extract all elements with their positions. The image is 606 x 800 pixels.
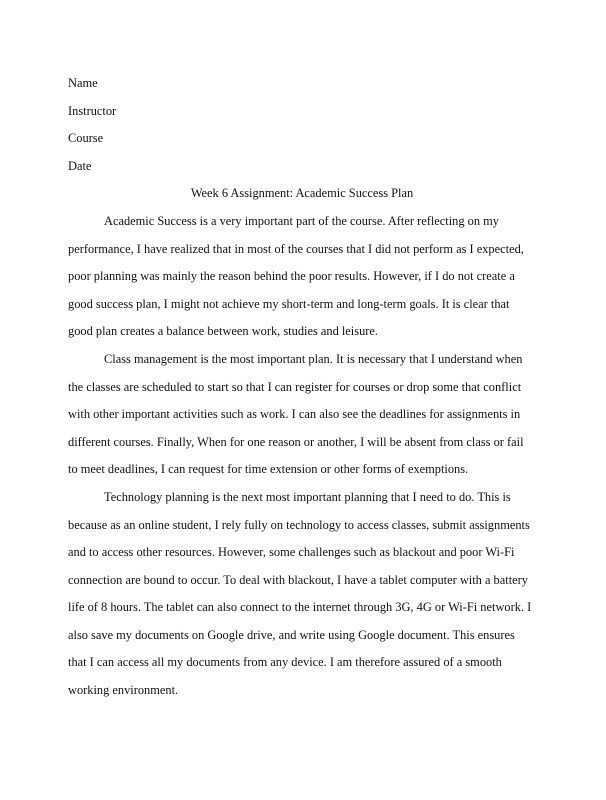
paragraph-technology-planning: Technology planning is the next most important planning that I need to do. This is because as an online student, I rely fully on technology to access classes, submit assignments and to access other resources. However, some challenges such as blackout and poor Wi-Fi connection are bound to occur. To deal with blackout, I have a tablet computer with a battery life of 8 hours. The tablet can also connect to the internet through 3G, 4G or Wi-Fi network. I also save my documents on Google drive, and write using Google document. This ensures that I can access all my documents from any device. I am therefore assured of a smooth working environment. (68, 489, 532, 698)
course-line: Course (68, 131, 104, 146)
paragraph-academic-success: Academic Success is a very important part of the course. After reflecting on my performance, I have realized that in most of the courses that I did not perform as I expected, poor planning was mainly the reason behind the poor results. However, if I do not create a good success plan, I might not achieve my short-term and long-term goals. It is clear that good plan creates a balance between work, studies and leisure. (68, 213, 524, 339)
student-name-line: Name (68, 76, 98, 90)
document-title: Week 6 Assignment: Academic Success Plan (190, 186, 414, 201)
paragraph-class-management: Class management is the most important plan. It is necessary that I understand when the classes are scheduled to start so that I can register for courses or drop some that conflict with other important activities such as work. I can also see the deadlines for assignments in different courses. Finally, When for one reason or another, I will be absent from class or fail to meet deadlines, I can request for time extension or other forms of exemptions. (68, 351, 524, 477)
date-line: Date (68, 158, 92, 173)
instructor-line: Instructor (68, 103, 117, 118)
document-body (68, 70, 536, 705)
